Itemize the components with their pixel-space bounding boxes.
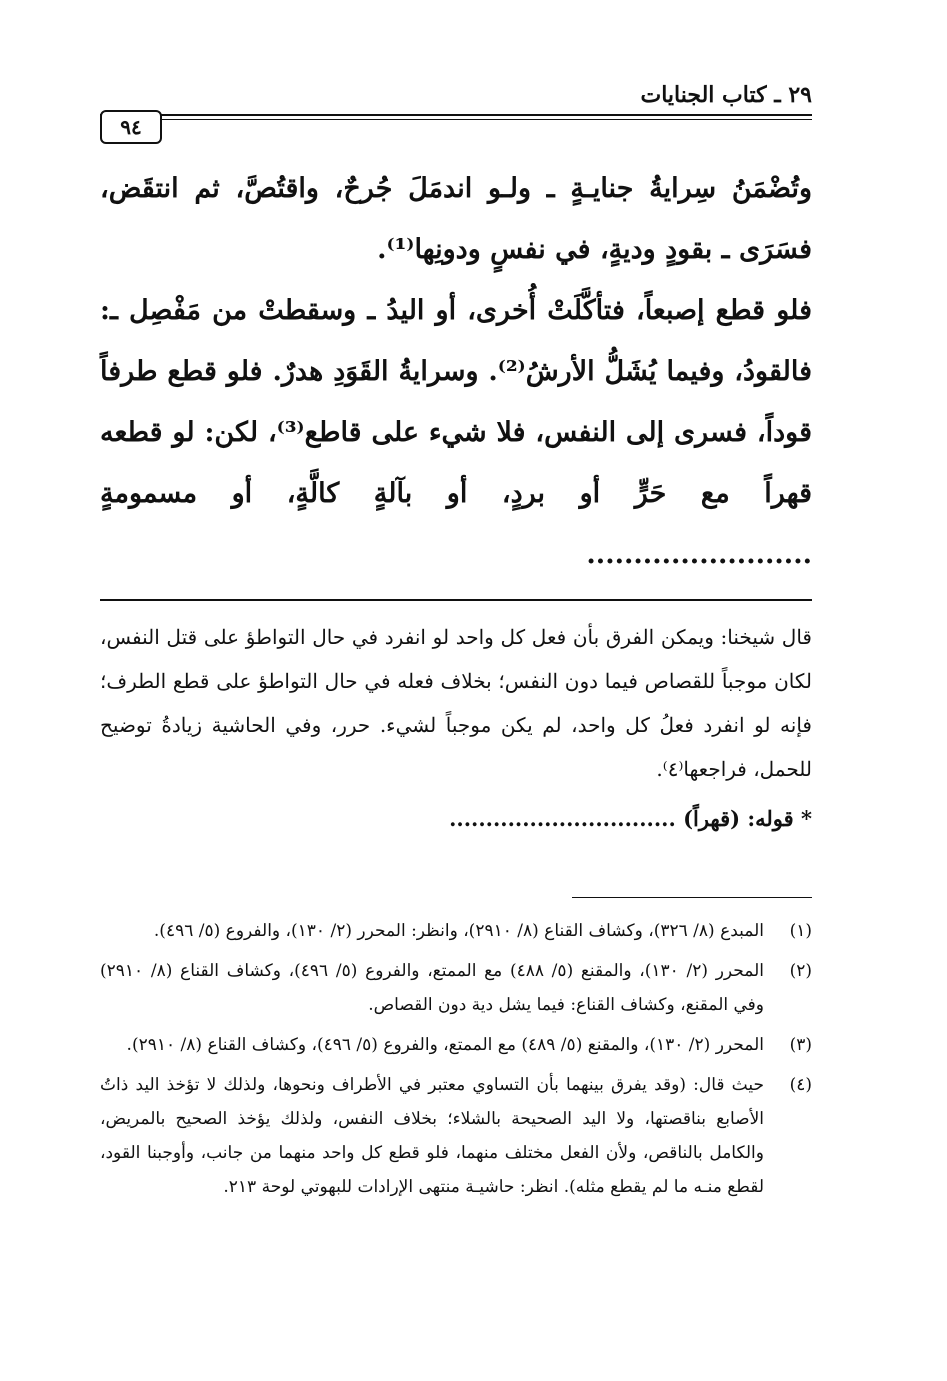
header-rule	[100, 114, 812, 116]
main-paragraph-2	[100, 280, 812, 585]
footnote-3	[100, 1028, 812, 1062]
footnote-number: (٤)	[789, 1075, 812, 1095]
footnote-text: المحرر (٢/ ١٣٠)، والمقنع (٥/ ٤٨٨) مع الممتع، والفروع (٥/ ٤٩٦)، وكشاف القناع (٨/ ٢٩١٠) وفي المقنع، وكشاف القناع: فيما يشل دية دون القصاص.	[100, 961, 764, 1015]
footnote-4	[100, 1068, 812, 1204]
main-paragraph-1: وتُضْمَنُ سِرايةُ جنايـةٍ ـ ولـو اندمَلَ جُرحٌ، واقتُصَّ، ثم انتقَض، فسَرَى ـ بقودٍ وديةٍ، في نفسٍ ودونِها⁽¹⁾.	[100, 173, 812, 265]
footnote-2	[100, 954, 812, 1022]
book-page	[100, 70, 812, 1310]
footnote-text: حيث قال: (وقد يفرق بينهما بأن التساوي معتبر في الأطراف ونحوها، ولذلك لا تؤخذ اليد ذاتُ الأصابع بناقصتها، ولا اليد الصحيحة بالشلاء؛ بخلاف النفس، ولذلك يؤخذ الصحيح بالمريض، والكامل بالناقص، ولأن الفعل مختلف منهما، فلو قطع كل واحد منهما من جانب، وأوجبنا القود، لقطع منـه ما لم يقطع مثله). انظر: حاشيـة منتهى الإرادات للبهوتي لوحة ٢١٣.	[100, 1075, 764, 1197]
footnote-1	[100, 914, 812, 948]
quote-dots: ...............................	[449, 806, 676, 831]
footnote-number: (١)	[789, 921, 812, 941]
footnote-number: (٢)	[789, 961, 812, 981]
main-paragraph-2-text: فلو قطع إصبعاً، فتأكَّلَتْ أُخرى، أو اليدُ ـ وسقطتْ من مَفْصِل ـ: فالقودُ، وفيما يُشَلُّ الأرشُ⁽²⁾. وسرايةُ القَوَدِ هدرٌ. فلو قطع طرفاً قوداً، فسرى إلى النفس، فلا شيء على قاطع⁽³⁾، لكن: لو قطعه قهراً مع حَرٍّ أو بردٍ، أو بآلةٍ كالَّةٍ، أو مسمومةٍ	[100, 295, 812, 509]
commentary-paragraph: قال شيخنا: ويمكن الفرق بأن فعل كل واحد لو انفرد في حال التواطؤ على قتل النفس، لكان موجباً للقصاص فيما دون النفس؛ بخلاف فعله في حال التواطؤ على قطع الطرف؛ فإنه لو انفرد فعلُ كل واحد، لم يكن موجباً لشيء. حرر، وفي الحاشية زيادةُ توضيح للحمل، فراجعها⁽٤⁾.	[100, 625, 812, 781]
commentary-quote	[100, 797, 812, 841]
footnote-number: (٣)	[789, 1035, 812, 1055]
footnotes	[100, 914, 812, 1204]
page-header	[100, 70, 812, 139]
ellipsis-dots: ........................	[586, 539, 812, 570]
footnote-divider	[572, 897, 812, 898]
quote-label: * قوله: (قهراً)	[683, 806, 812, 831]
footnote-text: المبدع (٨/ ٣٢٦)، وكشاف القناع (٨/ ٢٩١٠)، وانظر: المحرر (٢/ ١٣٠)، والفروع (٥/ ٤٩٦).	[153, 921, 764, 941]
commentary	[100, 615, 812, 841]
main-text	[100, 158, 812, 585]
footnote-text: المحرر (٢/ ١٣٠)، والمقنع (٥/ ٤٨٩) مع الممتع، والفروع (٥/ ٤٩٦)، وكشاف القناع (٨/ ٢٩١٠).	[126, 1035, 764, 1055]
section-divider	[100, 599, 812, 601]
running-title: ٢٩ ـ كتاب الجنايات	[640, 82, 812, 108]
page-number: ٩٤	[100, 110, 162, 144]
